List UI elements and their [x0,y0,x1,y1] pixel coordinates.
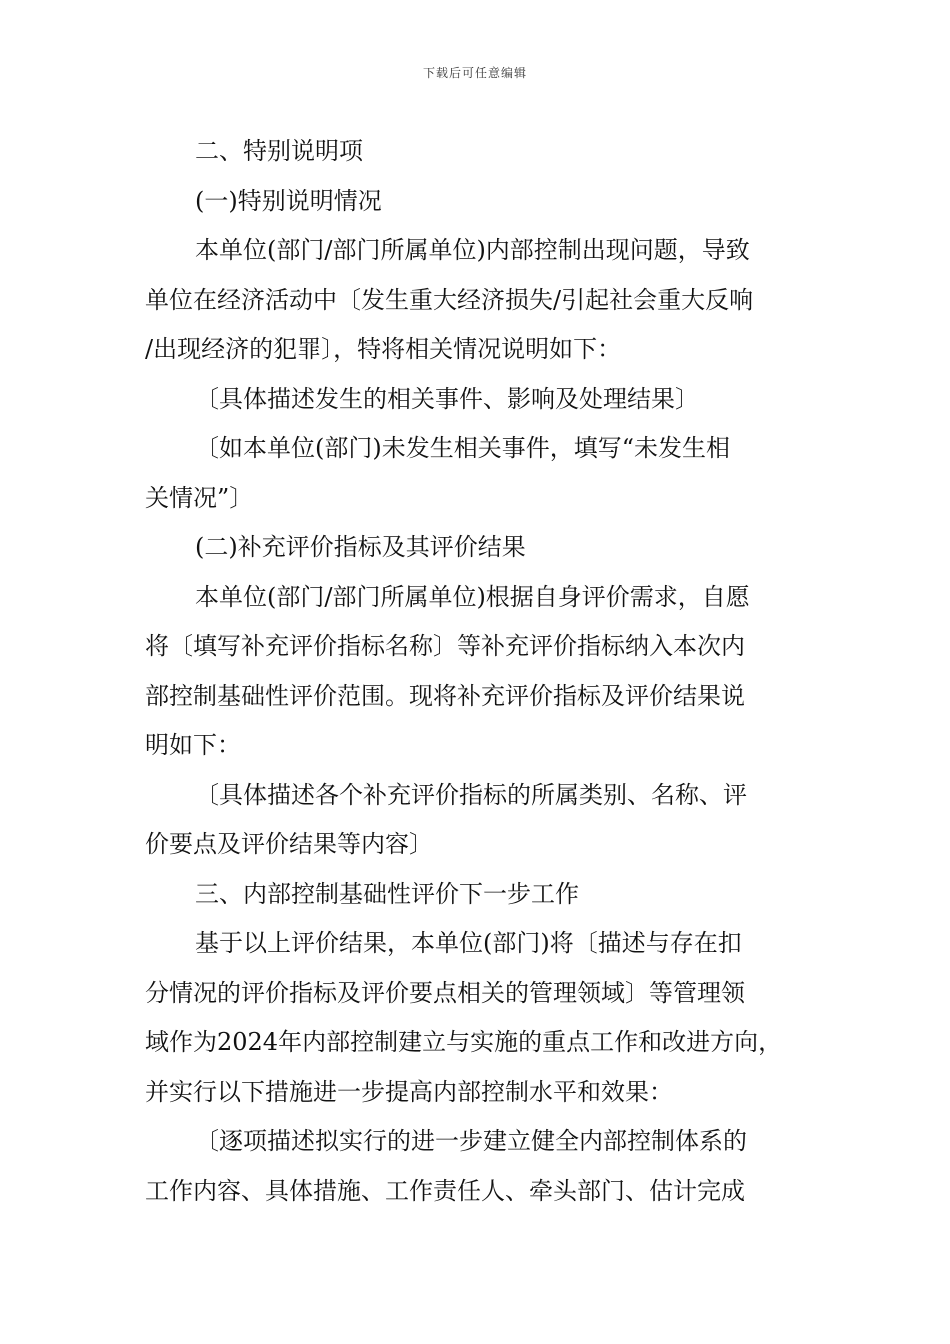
text-line: 本单位(部门/部门所属单位)内部控制出现问题，导致 [195,236,750,264]
text-line: 分情况的评价指标及评价要点相关的管理领域〕等管理领 [145,978,745,1007]
page-header: 下载后可任意编辑 [422,66,527,80]
text-line: 明如下： [145,731,241,759]
text-line: 价要点及评价结果等内容〕 [145,830,433,858]
text-line: 工作内容、具体措施、工作责任人、牵头部门、估计完成 [145,1176,745,1205]
text-line: (一)特别说明情况 [195,186,382,215]
text-line: /出现经济的犯罪〕，特将相关情况说明如下： [145,335,622,363]
text-line: 单位在经济活动中〔发生重大经济损失/引起社会重大反响 [145,285,754,314]
text-line: 基于以上评价结果，本单位(部门)将〔描述与存在扣 [195,929,742,957]
text-line: 〔具体描述发生的相关事件、影响及处理结果〕 [195,384,699,413]
text-line: (二)补充评价指标及其评价结果 [195,533,526,561]
text-line: 本单位(部门/部门所属单位)根据自身评价需求，自愿 [195,582,750,611]
text-line: 域作为2024年内部控制建立与实施的重点工作和改进方向， [145,1028,783,1056]
text-line: 将〔填写补充评价指标名称〕等补充评价指标纳入本次内 [145,632,745,660]
text-line: 并实行以下措施进一步提高内部控制水平和效果： [145,1077,673,1106]
text-line: 部控制基础性评价范围。现将补充评价指标及评价结果说 [145,681,745,710]
document-body [145,127,810,1216]
text-line: 关情况”〕 [145,483,254,512]
text-line: 〔如本单位(部门)未发生相关事件，填写“未发生相 [195,434,730,462]
text-line: 〔逐项描述拟实行的进一步建立健全内部控制体系的 [195,1127,747,1155]
text-line: 〔具体描述各个补充评价指标的所属类别、名称、评 [195,780,747,809]
text-line: 三、内部控制基础性评价下一步工作 [195,879,579,908]
text-line: 二、特别说明项 [195,137,363,165]
